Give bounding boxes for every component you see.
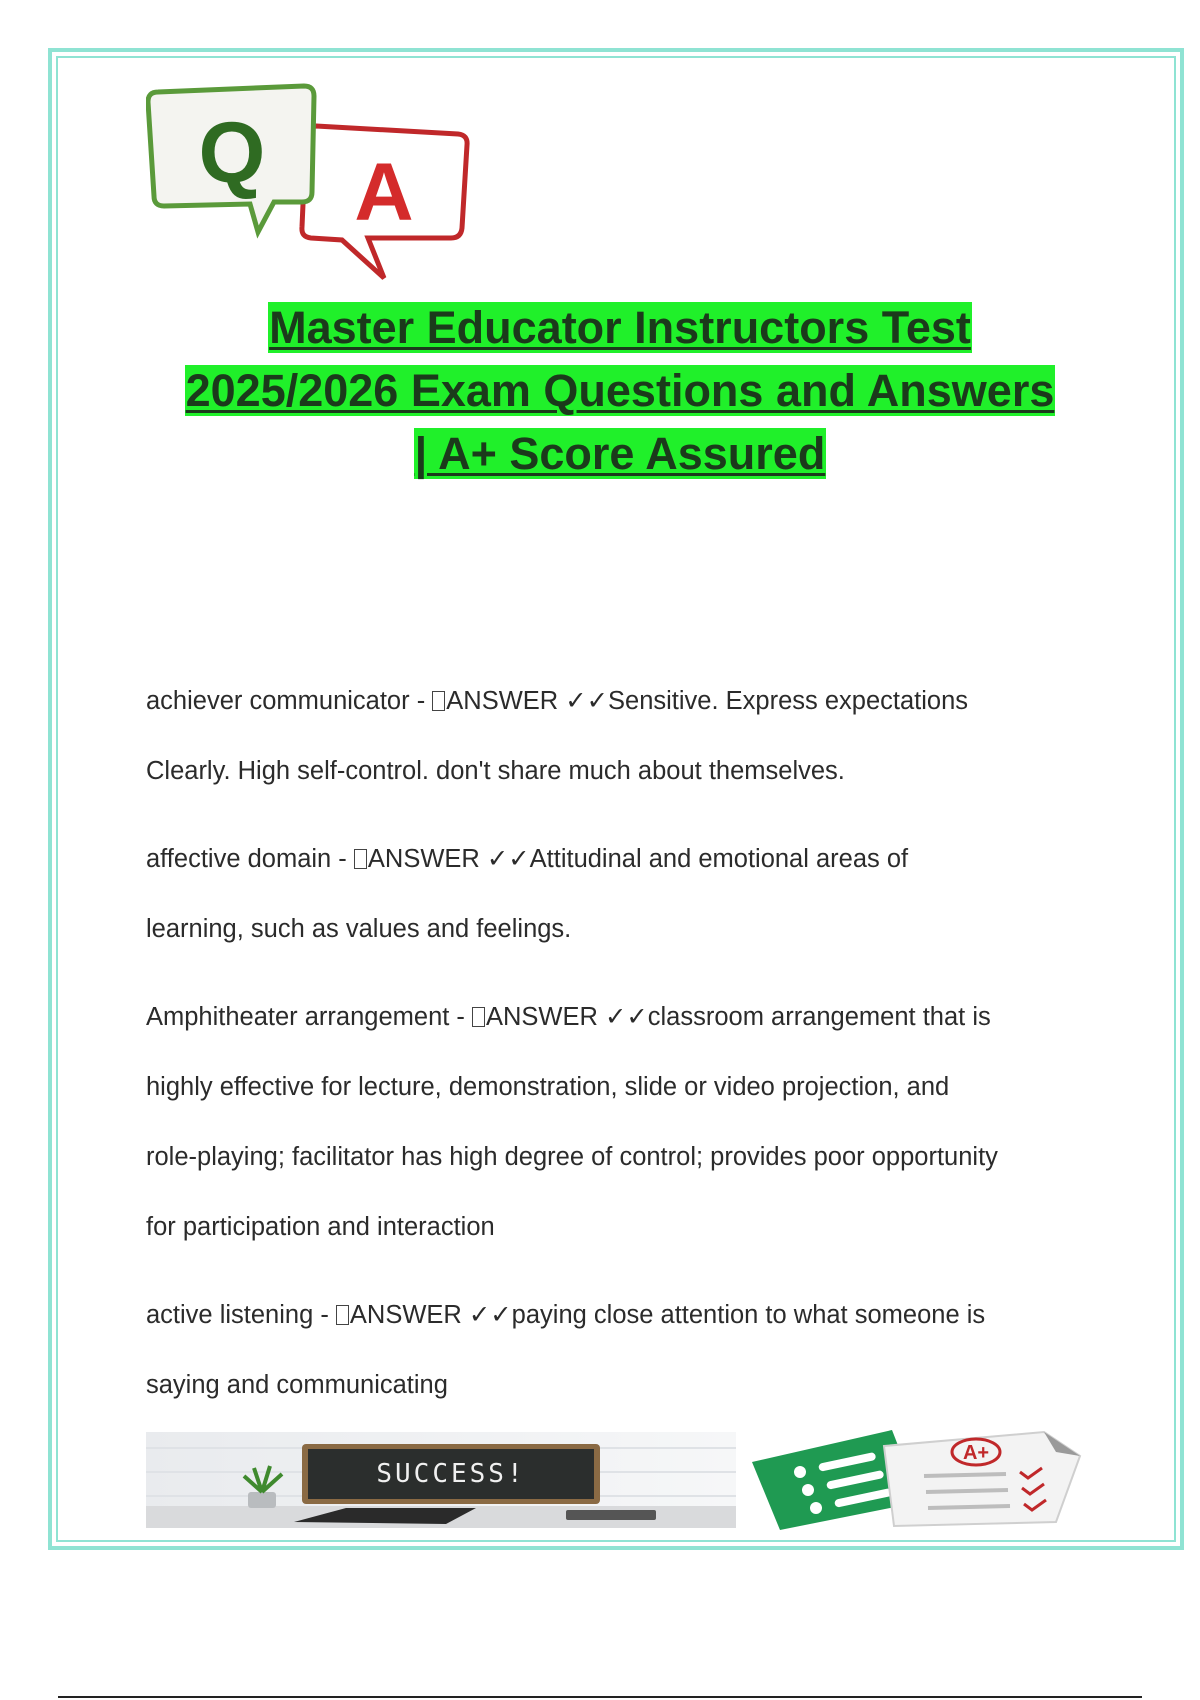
checklist-grade-image: [744, 1426, 1084, 1530]
chalkboard-text: SUCCESS!: [376, 1459, 526, 1489]
title-line-1: Master Educator Instructors Test: [269, 302, 971, 353]
entry-term: achiever communicator -: [146, 687, 433, 715]
entry-answer-line: role-playing; facilitator has high degree of control; provides poor opportunity: [146, 1143, 998, 1171]
missing-glyph-box-icon: [354, 849, 367, 869]
entry-answer-line: highly effective for lecture, demonstration, slide or video projection, and: [146, 1073, 950, 1101]
qa-entry: [146, 666, 1096, 806]
missing-glyph-box-icon: [336, 1305, 349, 1325]
entry-first-line: [146, 824, 1096, 894]
entry-answer-text: classroom arrangement that is: [647, 1003, 991, 1031]
document-title: [100, 296, 1140, 485]
entry-term: Amphitheater arrangement -: [146, 1003, 472, 1031]
page-bottom-rule: [58, 1696, 1142, 1698]
entry-answer-line: Clearly. High self-control. don't share much about themselves.: [146, 757, 845, 785]
entry-answer-text: paying close attention to what someone is: [511, 1301, 986, 1329]
title-line-3: | A+ Score Assured: [414, 428, 826, 479]
success-chalkboard-image: [146, 1432, 736, 1528]
entry-answer-text: Sensitive. Express expectations: [608, 687, 969, 715]
entry-answer-line: saying and communicating: [146, 1371, 448, 1399]
entry-answer-label: ANSWER ✓✓: [486, 1003, 648, 1031]
entry-answer-label: ANSWER ✓✓: [446, 687, 609, 715]
grade-badge: A+: [962, 1442, 990, 1464]
entry-answer-label: ANSWER ✓✓: [349, 1301, 512, 1329]
a-letter: A: [354, 147, 414, 238]
entry-answer-text: Attitudinal and emotional areas of: [529, 845, 909, 873]
qa-entries: [146, 666, 1096, 1438]
q-letter: Q: [198, 105, 266, 201]
qa-entry: [146, 1280, 1096, 1420]
entry-first-line: [146, 1280, 1096, 1350]
entry-first-line: [146, 982, 1096, 1052]
entry-answer-line: learning, such as values and feelings.: [146, 915, 572, 943]
qa-logo: [146, 82, 512, 294]
qa-entry: [146, 982, 1096, 1262]
entry-answer-label: ANSWER ✓✓: [367, 845, 530, 873]
entry-first-line: [146, 666, 1096, 736]
title-line-2: 2025/2026 Exam Questions and Answers: [185, 365, 1055, 416]
entry-term: affective domain -: [146, 845, 354, 873]
missing-glyph-box-icon: [472, 1007, 485, 1027]
missing-glyph-box-icon: [432, 691, 445, 711]
qa-entry: [146, 824, 1096, 964]
entry-term: active listening -: [146, 1301, 336, 1329]
entry-answer-line: for participation and interaction: [146, 1213, 495, 1241]
